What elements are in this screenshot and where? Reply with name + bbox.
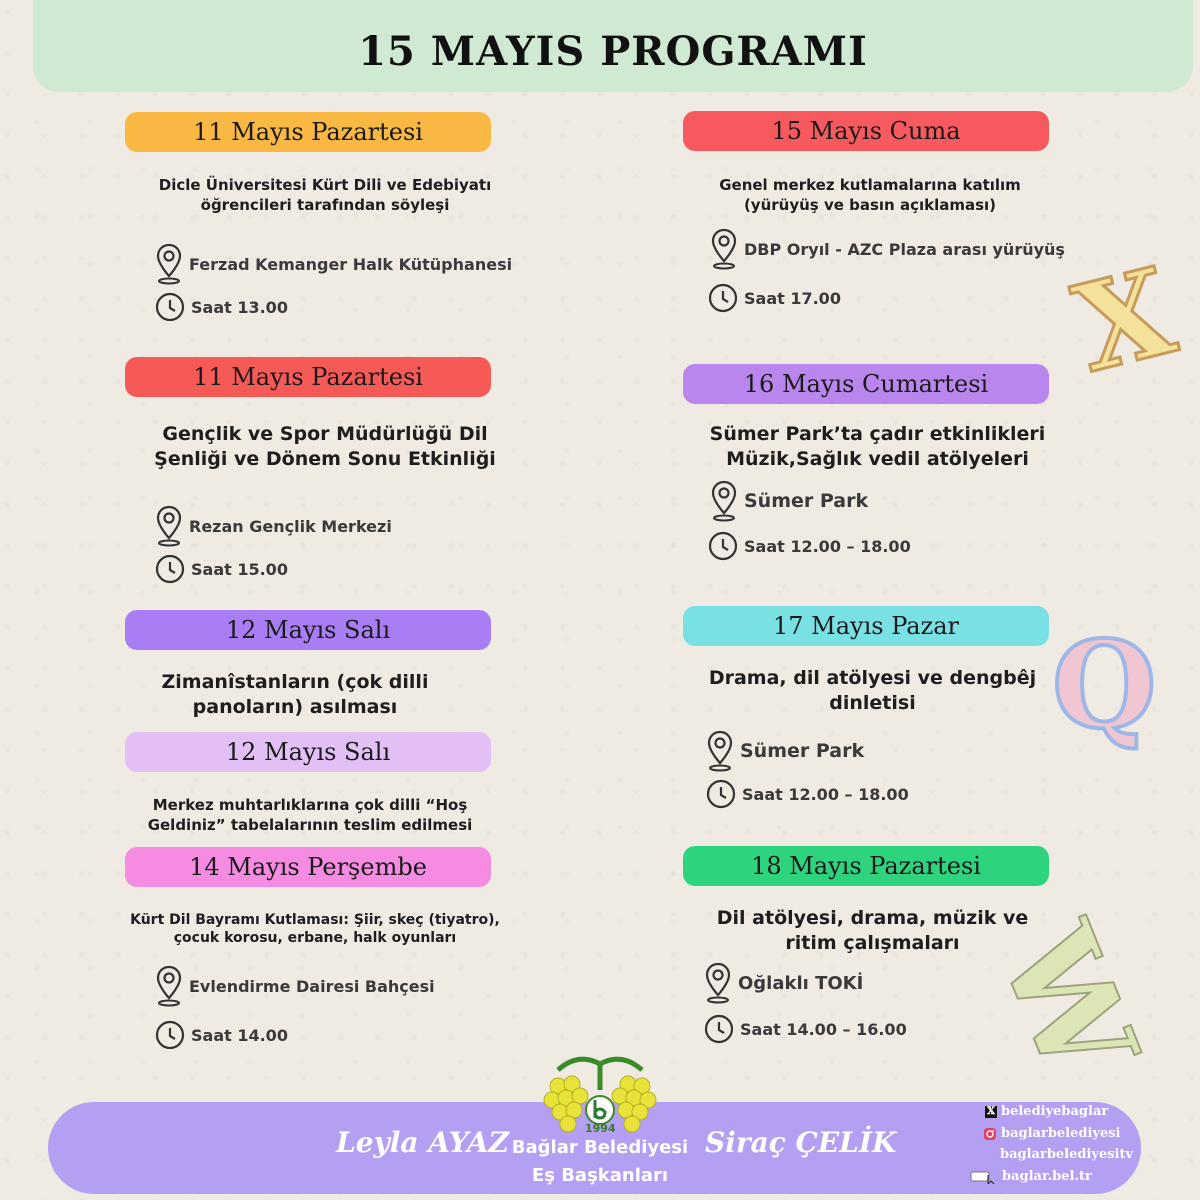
event-date-pill: 14 Mayıs Perşembe — [125, 847, 491, 887]
decor-letter-q: Q — [1052, 615, 1157, 756]
co-mayors-caption: Eş Başkanları — [531, 1165, 669, 1186]
event-time-label: Saat 12.00 – 18.00 — [744, 536, 911, 556]
x-logo-icon: 𝕏 — [985, 1106, 997, 1118]
location-pin-icon — [704, 962, 732, 1004]
event-date-pill: 18 Mayıs Pazartesi — [683, 846, 1049, 886]
event-time-label: Saat 14.00 — [191, 1025, 288, 1045]
event-time — [155, 554, 288, 584]
social-x-handle: belediyebaglar — [1001, 1104, 1109, 1119]
social-instagram[interactable] — [983, 1126, 1121, 1141]
instagram-icon — [983, 1127, 997, 1141]
clock-icon — [706, 779, 736, 809]
event-description: Merkez muhtarlıklarına çok dilli “Hoş Geldiniz” tabelalarının teslim edilmesi — [147, 796, 473, 834]
header-banner — [33, 0, 1193, 92]
event-location-label: Ferzad Kemanger Halk Kütüphanesi — [189, 254, 513, 274]
event-location — [704, 962, 863, 1004]
event-description: Drama, dil atölyesi ve dengbêj dinletisi — [708, 667, 1037, 714]
web-cursor-icon — [970, 1170, 998, 1184]
event-description: Genel merkez kutlamalarına katılım (yürüyüş ve basın açıklaması) — [719, 176, 1021, 214]
social-instagram-handle: baglarbelediyesi — [1001, 1126, 1121, 1141]
event-time-label: Saat 12.00 – 18.00 — [742, 784, 909, 804]
location-pin-icon — [706, 730, 734, 772]
social-web-handle: baglar.bel.tr — [1002, 1169, 1092, 1184]
event-time — [708, 531, 911, 561]
clock-icon — [155, 554, 185, 584]
clock-icon — [155, 292, 185, 322]
event-date-pill: 16 Mayıs Cumartesi — [683, 364, 1049, 404]
decor-letter-w: W — [969, 905, 1167, 1098]
event-time-label: Saat 14.00 – 16.00 — [740, 1019, 907, 1039]
event-location — [155, 965, 435, 1007]
municipality-logo — [538, 1050, 662, 1150]
logo-year: 1994 — [585, 1122, 616, 1135]
location-pin-icon — [155, 965, 183, 1007]
co-mayor-signature-left: Leyla AYAZ — [336, 1126, 509, 1159]
event-location-label: DBP Oryıl - AZC Plaza arası yürüyüş — [744, 239, 1065, 259]
clock-icon — [708, 283, 738, 313]
event-date-pill: 12 Mayıs Salı — [125, 732, 491, 772]
event-date-pill: 12 Mayıs Salı — [125, 610, 491, 650]
social-x[interactable] — [985, 1104, 1108, 1119]
event-time — [706, 779, 909, 809]
event-description: Dil atölyesi, drama, müzik ve ritim çalışmaları — [716, 907, 1029, 954]
location-pin-icon — [155, 243, 183, 285]
social-tv[interactable] — [1000, 1147, 1133, 1162]
event-location — [155, 243, 512, 285]
event-time-label: Saat 17.00 — [744, 288, 841, 308]
event-location — [155, 505, 392, 547]
event-description: Gençlik ve Spor Müdürlüğü Dil Şenliği ve Dönem Sonu Etkinliği — [154, 423, 496, 470]
clock-icon — [155, 1020, 185, 1050]
event-time-label: Saat 15.00 — [191, 559, 288, 579]
event-date-pill: 17 Mayıs Pazar — [683, 606, 1049, 646]
event-location-label: Sümer Park — [744, 490, 869, 512]
event-location-label: Rezan Gençlik Merkezi — [189, 516, 392, 536]
social-web[interactable] — [970, 1169, 1092, 1184]
social-tv-handle: baglarbelediyesitv — [1000, 1147, 1134, 1162]
event-time — [708, 283, 841, 313]
page-title: 15 MAYIS PROGRAMI — [358, 28, 868, 75]
clock-icon — [708, 531, 738, 561]
event-description: Dicle Üniversitesi Kürt Dili ve Edebiyatı öğrencileri tarafından söyleşi — [158, 176, 492, 214]
event-description: Zimanîstanların (çok dilli panoların) asılması — [161, 671, 429, 718]
location-pin-icon — [155, 505, 183, 547]
event-location — [710, 480, 868, 522]
event-time-label: Saat 13.00 — [191, 297, 288, 317]
event-location-label: Sümer Park — [740, 740, 865, 762]
municipality-name: Bağlar Belediyesi — [511, 1137, 689, 1158]
event-date-pill: 11 Mayıs Pazartesi — [125, 112, 491, 152]
event-description: Sümer Park’ta çadır etkinlikleri Müzik,Sağlık vedil atölyeleri — [709, 423, 1046, 470]
co-mayor-signature-right: Siraç ÇELİK — [705, 1126, 897, 1159]
event-date-pill: 11 Mayıs Pazartesi — [125, 357, 491, 397]
event-time — [704, 1014, 907, 1044]
clock-icon — [704, 1014, 734, 1044]
event-date-pill: 15 Mayıs Cuma — [683, 111, 1049, 151]
event-location-label: Evlendirme Dairesi Bahçesi — [189, 976, 435, 996]
event-location — [706, 730, 864, 772]
location-pin-icon — [710, 480, 738, 522]
event-time — [155, 292, 288, 322]
event-description: Kürt Dil Bayramı Kutlaması: Şiir, skeç (tiyatro), çocuk korosu, erbane, halk oyunları — [130, 912, 500, 947]
decor-letter-x: X — [1062, 240, 1187, 401]
event-location — [710, 228, 1065, 270]
event-location-label: Oğlaklı TOKİ — [738, 972, 864, 994]
location-pin-icon — [710, 228, 738, 270]
event-time — [155, 1020, 288, 1050]
